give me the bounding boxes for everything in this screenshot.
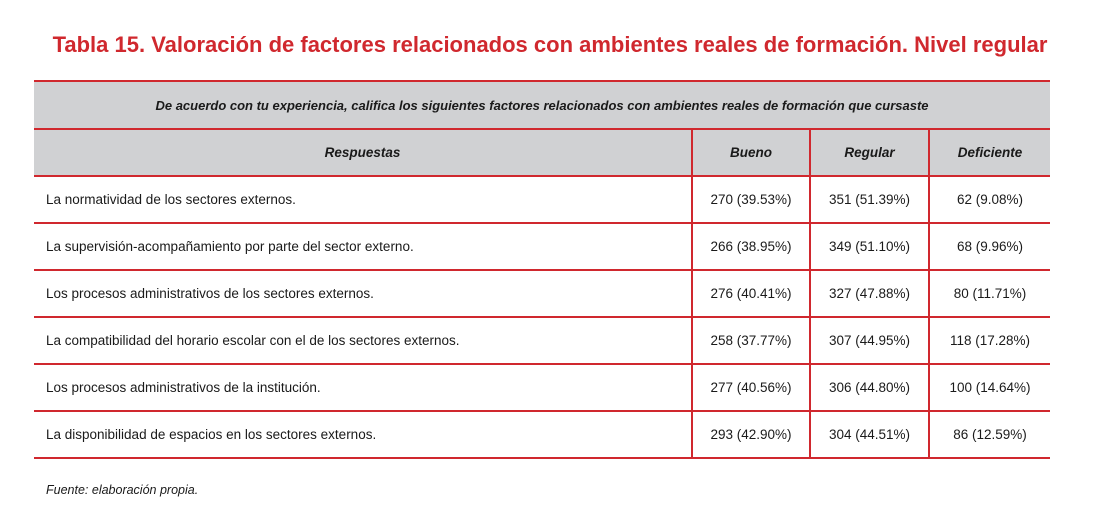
cell-deficiente: 100 (14.64%) <box>929 364 1050 411</box>
header-regular: Regular <box>810 129 929 176</box>
cell-regular: 306 (44.80%) <box>810 364 929 411</box>
header-bueno: Bueno <box>692 129 810 176</box>
cell-factor: La compatibilidad del horario escolar con el de los sectores externos. <box>34 317 692 364</box>
header-respuestas: Respuestas <box>34 129 692 176</box>
cell-factor: La disponibilidad de espacios en los sectores externos. <box>34 411 692 458</box>
cell-regular: 327 (47.88%) <box>810 270 929 317</box>
cell-deficiente: 118 (17.28%) <box>929 317 1050 364</box>
table-title: Tabla 15. Valoración de factores relacionados con ambientes reales de formación. Nivel regular <box>52 32 1048 57</box>
cell-regular: 349 (51.10%) <box>810 223 929 270</box>
cell-bueno: 266 (38.95%) <box>692 223 810 270</box>
table-row <box>34 411 1050 458</box>
cell-factor: Los procesos administrativos de la institución. <box>34 364 692 411</box>
source-note: Fuente: elaboración propia. <box>46 483 199 497</box>
cell-deficiente: 80 (11.71%) <box>929 270 1050 317</box>
table-body <box>34 81 1050 458</box>
table-header-row <box>34 129 1050 176</box>
cell-regular: 351 (51.39%) <box>810 176 929 223</box>
data-table <box>34 80 1050 459</box>
cell-bueno: 258 (37.77%) <box>692 317 810 364</box>
table-banner: De acuerdo con tu experiencia, califica los siguientes factores relacionados con ambientes reales de formación que cursaste <box>34 81 1050 129</box>
table-row <box>34 223 1050 270</box>
cell-factor: La supervisión-acompañamiento por parte del sector externo. <box>34 223 692 270</box>
cell-deficiente: 62 (9.08%) <box>929 176 1050 223</box>
cell-bueno: 277 (40.56%) <box>692 364 810 411</box>
cell-bueno: 293 (42.90%) <box>692 411 810 458</box>
table-row <box>34 270 1050 317</box>
cell-factor: Los procesos administrativos de los sectores externos. <box>34 270 692 317</box>
header-deficiente: Deficiente <box>929 129 1050 176</box>
cell-bueno: 276 (40.41%) <box>692 270 810 317</box>
cell-deficiente: 68 (9.96%) <box>929 223 1050 270</box>
table-row <box>34 364 1050 411</box>
cell-factor: La normatividad de los sectores externos. <box>34 176 692 223</box>
cell-regular: 304 (44.51%) <box>810 411 929 458</box>
table-banner-row <box>34 81 1050 129</box>
cell-regular: 307 (44.95%) <box>810 317 929 364</box>
table-row <box>34 176 1050 223</box>
cell-bueno: 270 (39.53%) <box>692 176 810 223</box>
cell-deficiente: 86 (12.59%) <box>929 411 1050 458</box>
table-row <box>34 317 1050 364</box>
